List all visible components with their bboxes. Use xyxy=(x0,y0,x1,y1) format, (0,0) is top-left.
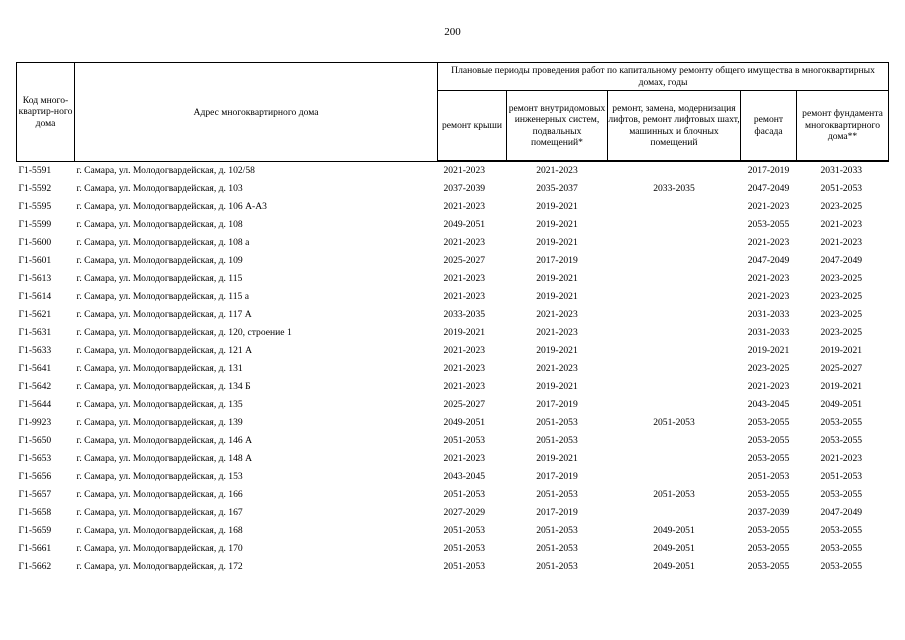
cell-systems: 2019-2021 xyxy=(536,219,578,230)
cell-code: Г1-5631 xyxy=(18,327,52,338)
cell-systems: 2017-2019 xyxy=(536,471,578,482)
cell-systems: 2017-2019 xyxy=(536,507,578,518)
cell-address: г. Самара, ул. Молодогвардейская, д. 170 xyxy=(76,543,243,554)
cell-roof: 2021-2023 xyxy=(443,201,486,212)
cell-lifts xyxy=(608,468,741,486)
cell-foundation: 2047-2049 xyxy=(820,507,863,518)
cell-facade: 2031-2033 xyxy=(747,309,790,320)
cell-systems: 2021-2023 xyxy=(536,165,578,176)
cell-foundation: 2053-2055 xyxy=(820,489,863,500)
cell-systems: 2021-2023 xyxy=(536,363,578,374)
cell-code: Г1-5601 xyxy=(18,255,52,266)
cell-code: Г1-5644 xyxy=(18,399,52,410)
cell-systems: 2019-2021 xyxy=(536,201,578,212)
table-row xyxy=(17,414,889,432)
cell-roof: 2019-2021 xyxy=(443,327,486,338)
cell-lifts xyxy=(608,504,741,522)
table-row xyxy=(17,468,889,486)
cell-roof: 2021-2023 xyxy=(443,381,486,392)
table-row xyxy=(17,360,889,378)
cell-lifts xyxy=(608,360,741,378)
table-row xyxy=(17,450,889,468)
cell-roof: 2043-2045 xyxy=(443,471,486,482)
cell-lifts xyxy=(608,270,741,288)
cell-systems: 2019-2021 xyxy=(536,291,578,302)
table-row xyxy=(17,378,889,396)
cell-facade: 2021-2023 xyxy=(747,273,790,284)
cell-foundation: 2053-2055 xyxy=(820,435,863,446)
cell-roof: 2051-2053 xyxy=(443,489,486,500)
table-row xyxy=(17,522,889,540)
cell-lifts xyxy=(608,324,741,342)
cell-roof: 2051-2053 xyxy=(443,435,486,446)
cell-facade: 2053-2055 xyxy=(747,219,790,230)
header-lifts: ремонт, замена, модернизация лифтов, ремонт лифтовых шахт, машинных и блочных помещений xyxy=(608,91,741,162)
cell-address: г. Самара, ул. Молодогвардейская, д. 108 а xyxy=(76,237,250,248)
cell-address: г. Самара, ул. Молодогвардейская, д. 108 xyxy=(76,219,243,230)
cell-code: Г1-5592 xyxy=(18,183,52,194)
cell-code: Г1-5600 xyxy=(18,237,52,248)
cell-code: Г1-5642 xyxy=(18,381,52,392)
cell-foundation: 2023-2025 xyxy=(820,273,863,284)
cell-code: Г1-5659 xyxy=(18,525,52,536)
cell-facade: 2053-2055 xyxy=(747,435,790,446)
cell-address: г. Самара, ул. Молодогвардейская, д. 106 А-А3 xyxy=(76,201,267,212)
cell-facade: 2021-2023 xyxy=(747,381,790,392)
cell-systems: 2019-2021 xyxy=(536,345,578,356)
cell-facade: 2051-2053 xyxy=(747,471,790,482)
header-systems: ремонт внутридомовых инженерных систем, подвальных помещений* xyxy=(507,91,608,162)
cell-facade: 2053-2055 xyxy=(747,543,790,554)
capital-repair-table xyxy=(16,62,889,576)
cell-foundation: 2023-2025 xyxy=(820,291,863,302)
cell-code: Г1-5599 xyxy=(18,219,52,230)
cell-foundation: 2021-2023 xyxy=(820,237,863,248)
cell-systems: 2019-2021 xyxy=(536,453,578,464)
cell-roof: 2025-2027 xyxy=(443,255,486,266)
header-code: Код много-квартир-ного дома xyxy=(17,63,75,162)
table-row xyxy=(17,540,889,558)
cell-foundation: 2019-2021 xyxy=(820,345,863,356)
cell-roof: 2025-2027 xyxy=(443,399,486,410)
cell-facade: 2021-2023 xyxy=(747,201,790,212)
cell-address: г. Самара, ул. Молодогвардейская, д. 139 xyxy=(76,417,243,428)
header-roof: ремонт крыши xyxy=(438,91,507,162)
cell-roof: 2051-2053 xyxy=(443,561,486,572)
cell-roof: 2021-2023 xyxy=(443,237,486,248)
table-header xyxy=(17,63,889,162)
cell-systems: 2051-2053 xyxy=(536,435,578,446)
cell-lifts xyxy=(608,216,741,234)
cell-roof: 2033-2035 xyxy=(443,309,486,320)
cell-lifts xyxy=(608,306,741,324)
cell-lifts: 2049-2051 xyxy=(653,561,695,572)
cell-facade: 2019-2021 xyxy=(747,345,790,356)
cell-address: г. Самара, ул. Молодогвардейская, д. 115 xyxy=(76,273,243,284)
table-body xyxy=(17,161,889,576)
cell-lifts xyxy=(608,161,741,180)
cell-facade: 2031-2033 xyxy=(747,327,790,338)
table-row xyxy=(17,288,889,306)
cell-code: Г1-9923 xyxy=(18,417,52,428)
cell-systems: 2051-2053 xyxy=(536,561,578,572)
cell-lifts xyxy=(608,450,741,468)
cell-address: г. Самара, ул. Молодогвардейская, д. 131 xyxy=(76,363,243,374)
cell-address: г. Самара, ул. Молодогвардейская, д. 168 xyxy=(76,525,243,536)
cell-roof: 2051-2053 xyxy=(443,543,486,554)
cell-address: г. Самара, ул. Молодогвардейская, д. 103 xyxy=(76,183,243,194)
cell-lifts xyxy=(608,396,741,414)
cell-foundation: 2053-2055 xyxy=(820,543,863,554)
header-address: Адрес многоквартирного дома xyxy=(75,63,438,162)
cell-address: г. Самара, ул. Молодогвардейская, д. 146 А xyxy=(76,435,253,446)
cell-code: Г1-5621 xyxy=(18,309,52,320)
cell-address: г. Самара, ул. Молодогвардейская, д. 166 xyxy=(76,489,243,500)
cell-lifts xyxy=(608,234,741,252)
cell-code: Г1-5591 xyxy=(18,164,52,176)
cell-foundation: 2051-2053 xyxy=(820,471,863,482)
cell-roof: 2051-2053 xyxy=(443,525,486,536)
cell-roof: 2021-2023 xyxy=(443,291,486,302)
cell-address: г. Самара, ул. Молодогвардейская, д. 167 xyxy=(76,507,243,518)
cell-lifts: 2051-2053 xyxy=(653,489,695,500)
table-row xyxy=(17,306,889,324)
cell-foundation: 2023-2025 xyxy=(820,327,863,338)
cell-facade: 2043-2045 xyxy=(747,399,790,410)
cell-systems: 2035-2037 xyxy=(536,183,578,194)
cell-foundation: 2051-2053 xyxy=(820,183,863,194)
cell-lifts: 2049-2051 xyxy=(653,525,695,536)
cell-lifts xyxy=(608,198,741,216)
table-row xyxy=(17,432,889,450)
cell-address: г. Самара, ул. Молодогвардейская, д. 134 Б xyxy=(76,381,251,392)
cell-facade: 2053-2055 xyxy=(747,417,790,428)
cell-lifts: 2049-2051 xyxy=(653,543,695,554)
table-row xyxy=(17,324,889,342)
table-row xyxy=(17,342,889,360)
cell-code: Г1-5650 xyxy=(18,435,52,446)
cell-address: г. Самара, ул. Молодогвардейская, д. 135 xyxy=(76,399,243,410)
cell-roof: 2037-2039 xyxy=(443,183,486,194)
cell-roof: 2021-2023 xyxy=(443,273,486,284)
cell-lifts xyxy=(608,288,741,306)
table-row xyxy=(17,396,889,414)
cell-systems: 2019-2021 xyxy=(536,273,578,284)
cell-code: Г1-5633 xyxy=(18,345,52,356)
cell-facade: 2037-2039 xyxy=(747,507,790,518)
cell-foundation: 2049-2051 xyxy=(820,399,863,410)
cell-address: г. Самара, ул. Молодогвардейская, д. 117 А xyxy=(76,309,252,320)
cell-systems: 2021-2023 xyxy=(536,309,578,320)
cell-foundation: 2053-2055 xyxy=(820,525,863,536)
cell-facade: 2047-2049 xyxy=(747,183,790,194)
cell-foundation: 2021-2023 xyxy=(820,219,863,230)
cell-facade: 2047-2049 xyxy=(747,255,790,266)
cell-address: г. Самара, ул. Молодогвардейская, д. 121 А xyxy=(76,345,253,356)
cell-systems: 2021-2023 xyxy=(536,327,578,338)
cell-address: г. Самара, ул. Молодогвардейская, д. 148 А xyxy=(76,453,253,464)
cell-facade: 2053-2055 xyxy=(747,453,790,464)
cell-roof: 2049-2051 xyxy=(443,417,486,428)
cell-code: Г1-5641 xyxy=(18,363,52,374)
cell-address: г. Самара, ул. Молодогвардейская, д. 102/58 xyxy=(76,164,255,176)
header-foundation: ремонт фундамента многоквартирного дома** xyxy=(797,91,889,162)
cell-code: Г1-5614 xyxy=(18,291,52,302)
cell-facade: 2017-2019 xyxy=(747,165,790,176)
cell-systems: 2051-2053 xyxy=(536,489,578,500)
cell-foundation: 2053-2055 xyxy=(820,561,863,572)
cell-roof: 2027-2029 xyxy=(443,507,486,518)
cell-lifts xyxy=(608,378,741,396)
cell-lifts xyxy=(608,252,741,270)
cell-roof: 2021-2023 xyxy=(443,363,486,374)
cell-foundation: 2025-2027 xyxy=(820,363,863,374)
table-row xyxy=(17,180,889,198)
cell-address: г. Самара, ул. Молодогвардейская, д. 153 xyxy=(76,471,243,482)
cell-systems: 2019-2021 xyxy=(536,381,578,392)
cell-code: Г1-5653 xyxy=(18,453,52,464)
cell-code: Г1-5613 xyxy=(18,273,52,284)
table-row xyxy=(17,234,889,252)
cell-facade: 2023-2025 xyxy=(747,363,790,374)
cell-lifts xyxy=(608,432,741,450)
cell-foundation: 2031-2033 xyxy=(820,165,863,176)
cell-systems: 2051-2053 xyxy=(536,543,578,554)
header-periods: Плановые периоды проведения работ по капитальному ремонту общего имущества в многоквартирных домах, годы xyxy=(438,63,889,91)
cell-systems: 2051-2053 xyxy=(536,525,578,536)
header-facade: ремонт фасада xyxy=(741,91,797,162)
cell-facade: 2021-2023 xyxy=(747,237,790,248)
cell-code: Г1-5656 xyxy=(18,471,52,482)
cell-address: г. Самара, ул. Молодогвардейская, д. 115 а xyxy=(76,291,249,302)
table-row xyxy=(17,558,889,576)
table-row xyxy=(17,486,889,504)
cell-systems: 2017-2019 xyxy=(536,255,578,266)
cell-foundation: 2023-2025 xyxy=(820,201,863,212)
cell-address: г. Самара, ул. Молодогвардейская, д. 109 xyxy=(76,255,243,266)
table-row xyxy=(17,504,889,522)
cell-facade: 2053-2055 xyxy=(747,561,790,572)
cell-facade: 2053-2055 xyxy=(747,525,790,536)
table-row xyxy=(17,198,889,216)
cell-systems: 2051-2053 xyxy=(536,417,578,428)
cell-lifts: 2033-2035 xyxy=(653,183,695,194)
cell-lifts: 2051-2053 xyxy=(653,417,695,428)
cell-code: Г1-5661 xyxy=(18,543,52,554)
cell-code: Г1-5658 xyxy=(18,507,52,518)
cell-foundation: 2019-2021 xyxy=(820,381,863,392)
table-row xyxy=(17,270,889,288)
table-row xyxy=(17,216,889,234)
cell-code: Г1-5657 xyxy=(18,489,52,500)
cell-code: Г1-5595 xyxy=(18,201,52,212)
cell-foundation: 2021-2023 xyxy=(820,453,863,464)
cell-roof: 2049-2051 xyxy=(443,219,486,230)
cell-roof: 2021-2023 xyxy=(443,165,486,176)
cell-systems: 2017-2019 xyxy=(536,399,578,410)
cell-lifts xyxy=(608,342,741,360)
cell-foundation: 2047-2049 xyxy=(820,255,863,266)
cell-foundation: 2053-2055 xyxy=(820,417,863,428)
cell-foundation: 2023-2025 xyxy=(820,309,863,320)
cell-address: г. Самара, ул. Молодогвардейская, д. 120, строение 1 xyxy=(76,327,292,338)
cell-roof: 2021-2023 xyxy=(443,453,486,464)
cell-facade: 2021-2023 xyxy=(747,291,790,302)
table-row xyxy=(17,252,889,270)
table-row xyxy=(17,161,889,180)
cell-systems: 2019-2021 xyxy=(536,237,578,248)
cell-address: г. Самара, ул. Молодогвардейская, д. 172 xyxy=(76,561,243,572)
cell-roof: 2021-2023 xyxy=(443,345,486,356)
cell-code: Г1-5662 xyxy=(18,561,52,572)
page-number: 200 xyxy=(444,26,461,38)
cell-facade: 2053-2055 xyxy=(747,489,790,500)
